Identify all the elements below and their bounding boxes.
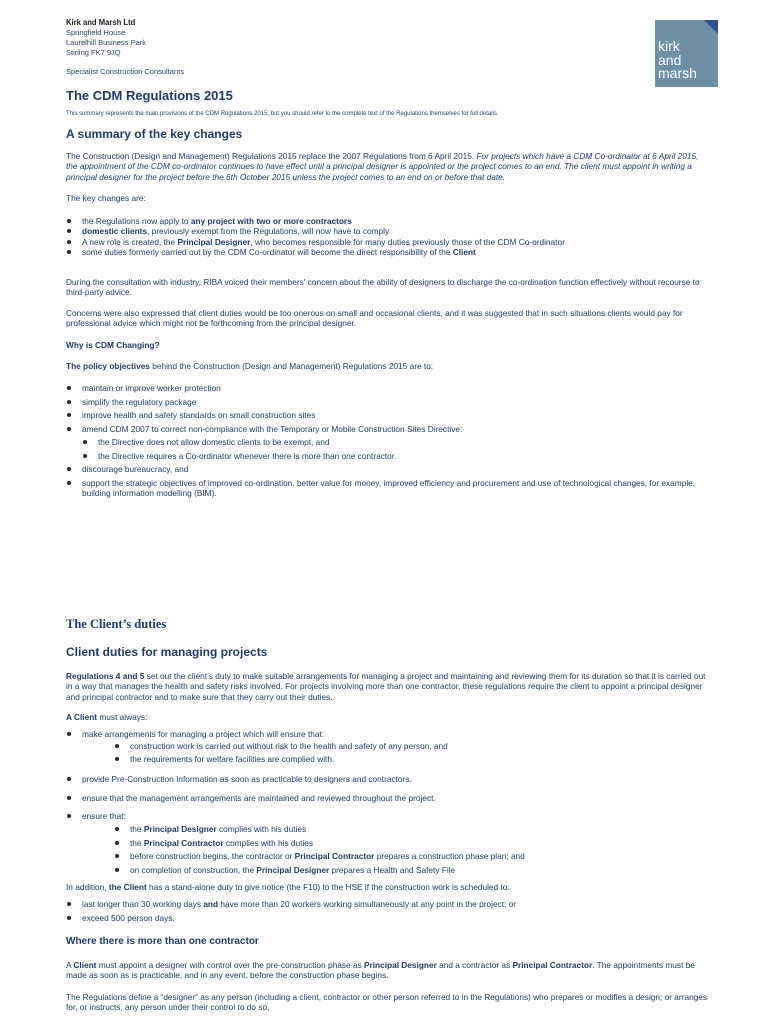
logo-line: marsh <box>658 65 697 81</box>
logo-fold-icon <box>704 20 718 34</box>
list-item: last longer than 30 working days and have more than 20 workers working simultaneously at any point in the project; or <box>66 899 706 909</box>
bullet-icon <box>67 814 71 818</box>
ensure-sublist <box>114 824 706 875</box>
bullet-icon <box>67 481 71 485</box>
list-item: the Directive does not allow domestic clients to be exempt, and <box>82 437 706 447</box>
bullet-icon <box>67 413 71 417</box>
bullet-icon <box>67 219 71 223</box>
list-item: simplify the regulatory package <box>66 397 706 407</box>
bullet-icon <box>67 732 71 736</box>
appoint-paragraph: A Client must appoint a designer with control over the pre-construction phase as Principal Designer and a contractor as Principal Contractor. The appointments must be made as soon as is practicable, and in any event, before the construction phase begins. <box>66 960 695 981</box>
list-item: the Regulations now apply to any project with two or more contractors <box>66 216 706 226</box>
list-item: some duties formerly carried out by the CDM Co-ordinator will become the direct responsibility of the Client <box>66 247 706 257</box>
bullet-icon <box>67 229 71 233</box>
policy-list <box>66 383 706 499</box>
intro-italic-text: For projects which have a CDM Co-ordinator at 6 April 2015, the appointment of the CDM co-ordinator continues to have effect until a principal designer is appointed or the project comes to an end. The client must appoint in writing a principal designer for the project before the 6th October 2015 unless the project comes to an end on or before that date. <box>66 151 699 182</box>
bullet-icon <box>67 240 71 244</box>
bullet-icon <box>67 386 71 390</box>
list-item: ensure that: the Principal Designer complies with his duties the Principal Contractor complies with his duties before construction begins, the contractor or Principal Contractor prepares a construction phase plan; and on completion of construction, the Principal Designer prepares a Health and Safety File <box>66 811 706 875</box>
bullet-icon <box>115 868 119 872</box>
intro-text: The Construction (Design and Management) Regulations 2015 replace the 2007 Regulations from 6 April 2015. <box>66 151 477 161</box>
list-item: A new role is created, the Principal Designer, who becomes responsible for many duties previously those of the CDM Co-ordinator <box>66 237 706 247</box>
list-item: ensure that the management arrangements are maintained and reviewed throughout the project. <box>66 793 706 803</box>
address-line: Stirling FK7 9JQ <box>66 48 121 57</box>
bullet-icon <box>115 827 119 831</box>
bullet-icon <box>67 796 71 800</box>
company-name: Kirk and Marsh Ltd <box>66 17 136 27</box>
list-item: the Directive requires a Co-ordinator whenever there is more than one contractor. <box>82 451 706 461</box>
address-line: Laurelhill Business Park <box>66 38 147 47</box>
key-changes-list <box>66 216 706 258</box>
disclaimer: This summary represents the main provisions of the CDM Regulations 2015, but you should refer to the complete text of the Regulations themselves for full details. <box>66 111 499 117</box>
concerns-paragraph: Concerns were also expressed that client duties would be too onerous on small and occasional clients, and it was suggested that in such situations clients would pay for professional advice which might not be forthcoming from the principal designer. <box>66 308 683 329</box>
managing-projects-heading: Client duties for managing projects <box>66 645 268 659</box>
logo-text <box>658 40 697 81</box>
more-contractor-heading: Where there is more than one contractor <box>66 936 259 947</box>
logo-line: and <box>658 51 682 68</box>
policy-paragraph: The policy objectives behind the Construction (Design and Management) Regulations 2015 are to: <box>66 361 434 371</box>
bullet-icon <box>67 467 71 471</box>
bullet-icon <box>115 757 119 761</box>
logo-line: kirk <box>658 38 680 54</box>
bullet-icon <box>67 427 71 431</box>
regulations-paragraph: Regulations 4 and 5 set out the client’s duty to make suitable arrangements for managing a project and maintaining and reviewing them for its duration so that it is carried out in a way that manages the health and safety risks involved. For projects involving more than one contractor, these regulations require the client to appoint a principal designer and principal contractor and to make sure that they carry out their duties. <box>66 671 706 702</box>
consultation-paragraph: During the consultation with industry, RIBA voiced their members' concern about the ability of designers to discharge the co-ordination function effectively without recourse to third-party advice. <box>66 277 700 298</box>
addition-paragraph: In addition, the Client has a stand-alone duty to give notice (the F10) to the HSE if the construction work is scheduled to: <box>66 882 510 892</box>
notice-list <box>66 899 706 924</box>
list-item: the Principal Contractor complies with his duties <box>114 838 706 848</box>
company-tagline: Specialist Construction Consultants <box>66 67 184 76</box>
bullet-icon <box>115 854 119 858</box>
clients-duties-heading: The Client’s duties <box>66 617 167 631</box>
bullet-icon <box>115 841 119 845</box>
bullet-icon <box>67 250 71 254</box>
list-item: support the strategic objectives of improved co-ordination, better value for money, improved efficiency and procurement and use of technological changes, for example, building information modelling (BIM). <box>66 478 706 499</box>
bullet-icon <box>83 454 87 458</box>
bullet-icon <box>67 777 71 781</box>
list-item: before construction begins, the contractor or Principal Contractor prepares a construction phase plan; and <box>114 851 706 861</box>
list-item: domestic clients, previously exempt from the Regulations, will now have to comply <box>66 226 706 236</box>
designer-paragraph: The Regulations define a “designer” as any person (including a client, contractor or other person referred to in the Regulations) who prepares or modifies a design; or arranges for, or instructs, any person under their control to do so, <box>66 992 708 1013</box>
list-item: the Principal Designer complies with his duties <box>114 824 706 834</box>
list-item: discourage bureaucracy, and <box>66 464 706 474</box>
list-item: on completion of construction, the Principal Designer prepares a Health and Safety File <box>114 865 706 875</box>
bullet-icon <box>67 916 71 920</box>
list-item: the requirements for welfare facilities are complied with. <box>114 754 706 764</box>
company-address <box>66 28 146 58</box>
company-logo <box>655 20 718 87</box>
address-line: Springfield House <box>66 28 126 37</box>
bullet-icon <box>115 744 119 748</box>
document-title: The CDM Regulations 2015 <box>66 88 233 103</box>
arrangements-sublist <box>114 741 706 764</box>
client-must-label: A Client must always: <box>66 712 148 722</box>
list-item: make arrangements for managing a project which will ensure that: construction work is carried out without risk to the health and safety of any person, and the requirements for welfare facilities are complied with. <box>66 729 706 764</box>
summary-heading: A summary of the key changes <box>66 127 243 141</box>
bullet-icon <box>67 400 71 404</box>
list-item: construction work is carried out without risk to the health and safety of any person, and <box>114 741 706 751</box>
list-item: exceed 500 person days. <box>66 913 706 923</box>
key-changes-label: The key changes are: <box>66 193 146 203</box>
why-heading: Why is CDM Changing? <box>66 340 160 350</box>
client-must-list <box>66 729 706 875</box>
list-item: amend CDM 2007 to correct non-compliance with the Temporary or Mobile Construction Sites Directive: the Directive does not allow domestic clients to be exempt, and the Directive requires a Co-ordinator whenever there is more than one contractor. <box>66 424 706 461</box>
bullet-icon <box>67 902 71 906</box>
policy-sublist <box>82 437 706 461</box>
list-item: maintain or improve worker protection <box>66 383 706 393</box>
list-item: improve health and safety standards on small construction sites <box>66 410 706 420</box>
bullet-icon <box>83 440 87 444</box>
list-item: provide Pre-Construction Information as soon as practicable to designers and contractors. <box>66 774 706 784</box>
intro-paragraph <box>66 151 711 182</box>
